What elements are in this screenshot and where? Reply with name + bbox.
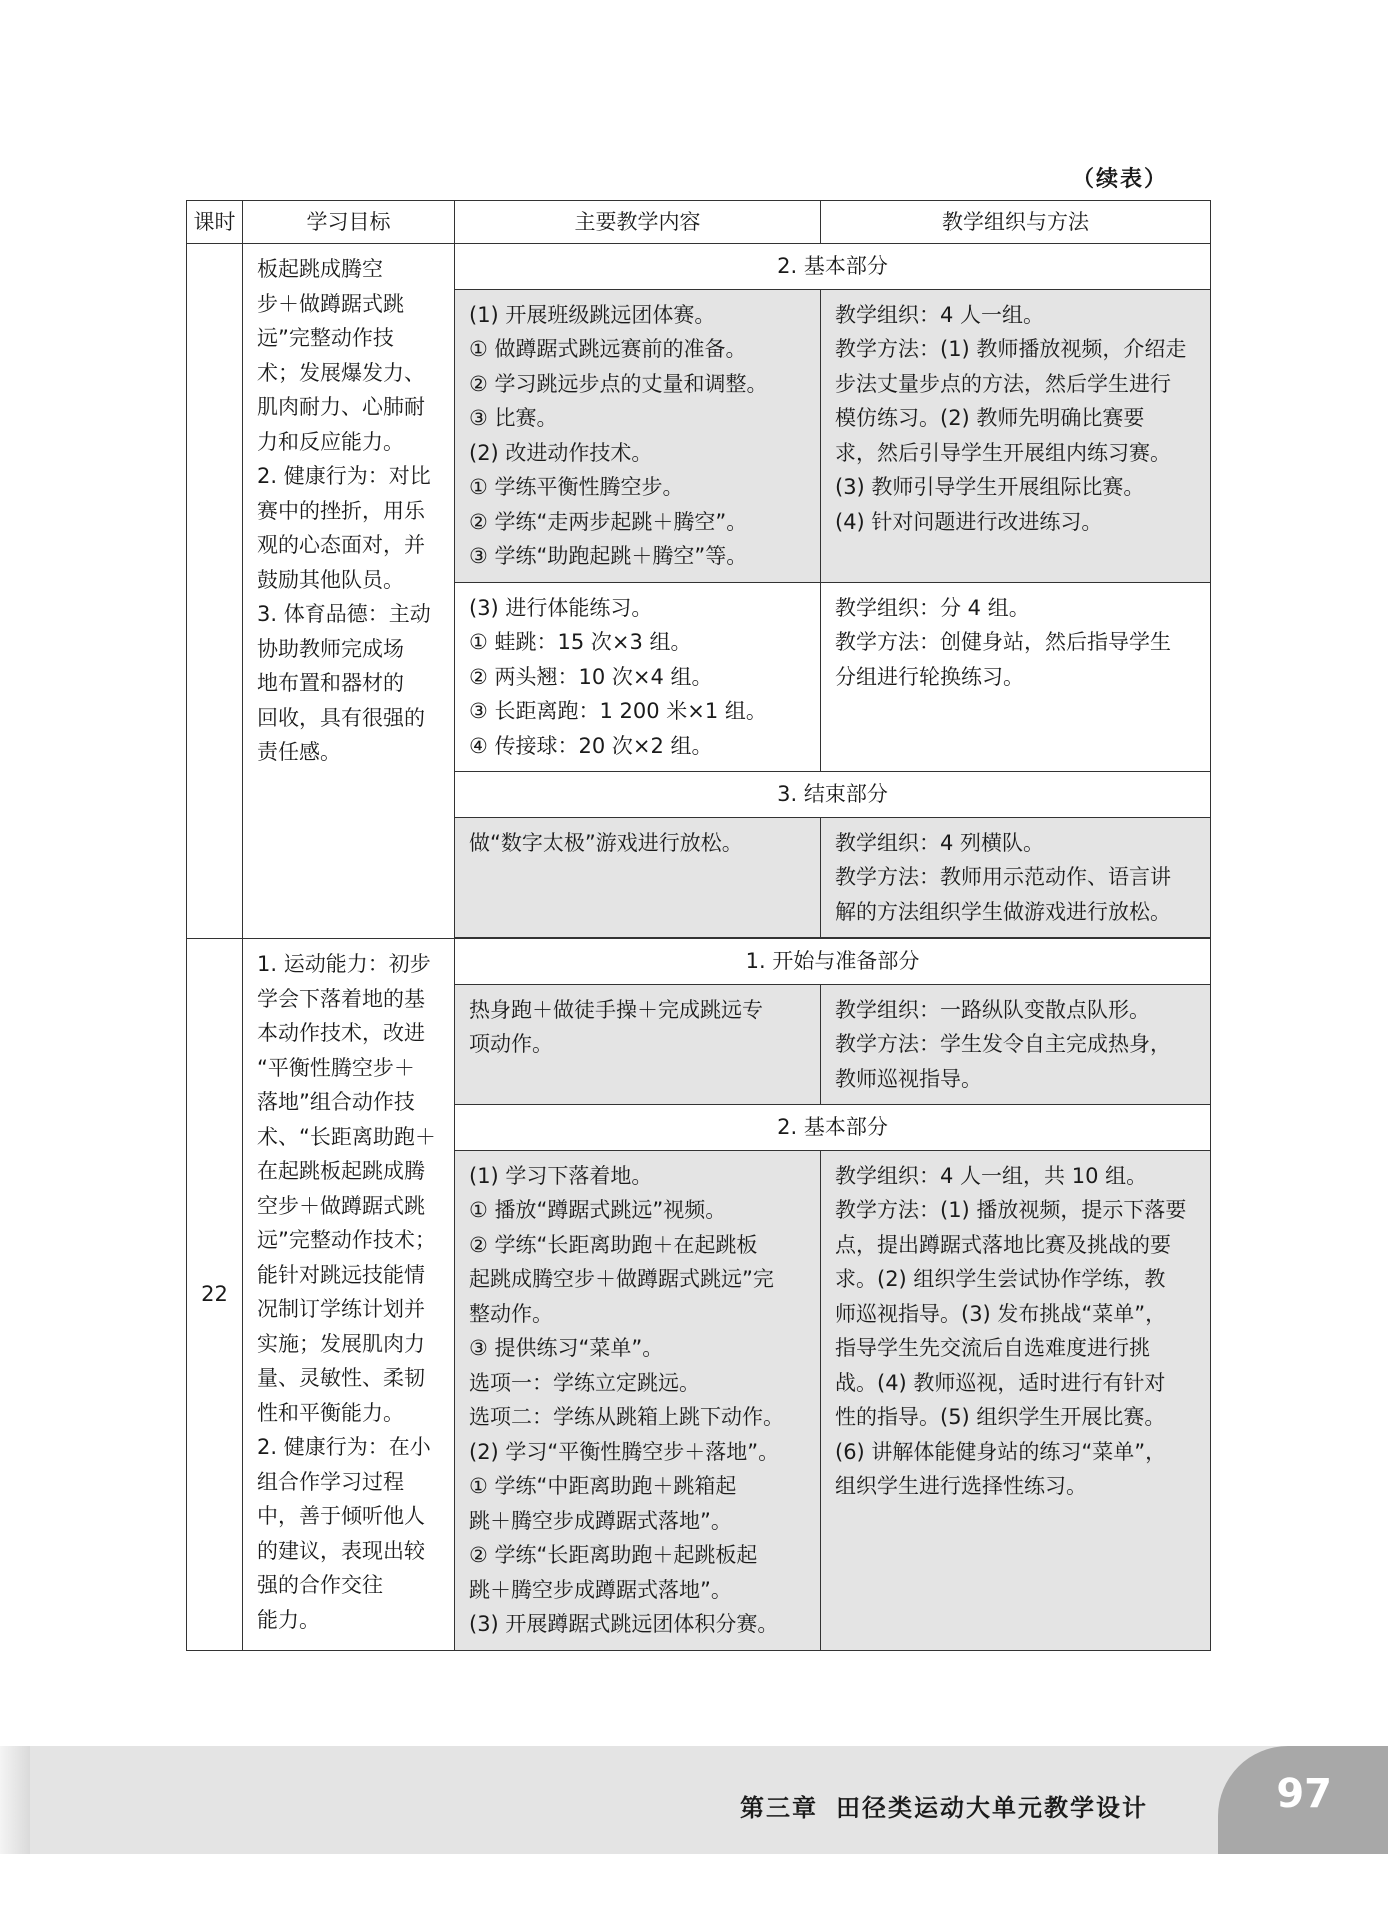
text-line: (3) 开展蹲踞式跳远团体积分赛。	[469, 1612, 779, 1636]
text-line: 性和平衡能力。	[257, 1400, 404, 1425]
text-line: 2. 健康行为：在小	[257, 1435, 431, 1459]
header-goal: 学习目标	[243, 201, 455, 244]
text-line: 落地”组合动作技	[257, 1090, 415, 1114]
text-line: 组合作学习过程	[257, 1469, 404, 1494]
footer-strip	[0, 1746, 30, 1854]
text-line: (4) 针对问题进行改进练习。	[835, 509, 1103, 534]
table-row	[187, 939, 1211, 985]
method-cell	[821, 984, 1211, 1105]
text-line: 步法丈量步点的方法，然后学生进行	[835, 371, 1171, 396]
text-line: (1) 开展班级跳远团体赛。	[469, 302, 716, 327]
text-line: 远”完整动作技术；	[257, 1228, 436, 1252]
text-line: 板起跳成腾空	[257, 257, 383, 281]
goal-cell	[243, 244, 455, 939]
text-line: 分组进行轮换练习。	[835, 664, 1024, 689]
text-line: 师巡视指导。(3) 发布挑战“菜单”，	[835, 1301, 1167, 1326]
header-method: 教学组织与方法	[821, 201, 1211, 244]
text-line: 远”完整动作技	[257, 326, 394, 350]
text-line: ② 学练“走两步起跳＋腾空”。	[469, 509, 748, 534]
text-line: 中，善于倾听他人	[257, 1504, 425, 1528]
method-cell	[821, 582, 1211, 772]
text-line: 本动作技术，改进	[257, 1021, 425, 1045]
text-line: ① 蛙跳：15 次×3 组。	[469, 630, 692, 654]
text-line: ① 做蹲踞式跳远赛前的准备。	[469, 337, 747, 361]
text-line: 点，提出蹲踞式落地比赛及挑战的要	[835, 1232, 1171, 1257]
text-line: 步＋做蹲踞式跳	[257, 291, 404, 316]
text-line: 教学方法：创健身站，然后指导学生	[835, 630, 1171, 654]
text-line: (3) 教师引导学生开展组际比赛。	[835, 475, 1145, 499]
text-line: 能力。	[257, 1607, 320, 1632]
method-cell	[821, 289, 1211, 582]
text-line: ④ 传接球：20 次×2 组。	[469, 733, 713, 758]
text-line: 鼓励其他队员。	[257, 567, 404, 592]
text-line: 地布置和器材的	[257, 671, 404, 695]
footer-band	[0, 1746, 1388, 1854]
text-line: 观的心态面对，并	[257, 533, 425, 557]
text-line: 做“数字太极”游戏进行放松。	[469, 830, 743, 855]
text-line: 教学组织：4 人一组，共 10 组。	[835, 1163, 1148, 1188]
text-line: “平衡性腾空步＋	[257, 1055, 415, 1080]
text-line: ② 学练“长距离助跑＋在起跳板	[469, 1232, 758, 1257]
text-line: ② 学练“长距离助跑＋起跳板起	[469, 1543, 758, 1567]
text-line: 教学组织：4 人一组。	[835, 302, 1045, 327]
text-line: 空步＋做蹲踞式跳	[257, 1193, 425, 1218]
content-cell	[455, 817, 821, 938]
text-line: 热身跑＋做徒手操＋完成跳远专	[469, 997, 763, 1022]
text-line: ③ 学练“助跑起跳＋腾空”等。	[469, 544, 748, 568]
goal-cell	[243, 939, 455, 1651]
section-start: 1. 开始与准备部分	[455, 939, 1211, 985]
text-line: 教学组织：4 列横队。	[835, 830, 1045, 855]
text-line: 术；发展爆发力、	[257, 360, 425, 385]
text-line: 术、“长距离助跑＋	[257, 1124, 436, 1149]
text-line: 战。(4) 教师巡视，适时进行有针对	[835, 1370, 1166, 1395]
text-line: 能针对跳远技能情	[257, 1262, 425, 1287]
section-end: 3. 结束部分	[455, 772, 1211, 818]
text-line: 跳＋腾空步成蹲踞式落地”。	[469, 1577, 732, 1602]
text-line: ② 两头翘：10 次×4 组。	[469, 664, 713, 689]
text-line: 在起跳板起跳成腾	[257, 1159, 425, 1183]
text-line: 教学组织：分 4 组。	[835, 595, 1030, 620]
content-cell	[455, 289, 821, 582]
text-line: 赛中的挫折，用乐	[257, 498, 425, 523]
text-line: 力和反应能力。	[257, 429, 404, 454]
chapter-label: 第三章	[740, 1794, 818, 1822]
page-number: 97	[1276, 1771, 1332, 1817]
content-cell	[455, 1150, 821, 1650]
text-line: 指导学生先交流后自选难度进行挑	[835, 1336, 1150, 1360]
text-line: 项动作。	[469, 1032, 553, 1056]
text-line: 回收，具有很强的	[257, 705, 425, 730]
text-line: 2. 健康行为：对比	[257, 464, 431, 488]
text-line: (3) 进行体能练习。	[469, 595, 653, 620]
text-line: (1) 学习下落着地。	[469, 1163, 653, 1188]
table-row	[187, 244, 1211, 290]
text-line: 求，然后引导学生开展组内练习赛。	[835, 440, 1171, 465]
text-line: ③ 比赛。	[469, 406, 558, 430]
method-cell	[821, 1150, 1211, 1650]
text-line: 量、灵敏性、柔韧	[257, 1366, 425, 1390]
footer-title	[740, 1788, 1148, 1823]
text-line: 肌肉耐力、心肺耐	[257, 395, 425, 419]
content-cell	[455, 582, 821, 772]
text-line: 责任感。	[257, 740, 341, 764]
method-cell	[821, 817, 1211, 938]
text-line: (6) 讲解体能健身站的练习“菜单”，	[835, 1439, 1167, 1464]
text-line: 1. 运动能力：初步	[257, 952, 431, 976]
text-line: 整动作。	[469, 1301, 553, 1326]
text-line: 3. 体育品德：主动	[257, 602, 431, 626]
section-basic: 2. 基本部分	[455, 244, 1211, 290]
header-hour: 课时	[187, 201, 243, 244]
text-line: 学会下落着地的基	[257, 986, 425, 1011]
chapter-title: 田径类运动大单元教学设计	[836, 1794, 1148, 1822]
text-line: (2) 改进动作技术。	[469, 440, 653, 465]
text-line: ① 学练平衡性腾空步。	[469, 475, 684, 499]
text-line: 组织学生进行选择性练习。	[835, 1474, 1087, 1498]
hour-cell-continued	[187, 244, 243, 939]
text-line: 模仿练习。(2) 教师先明确比赛要	[835, 406, 1145, 430]
text-line: 性的指导。(5) 组织学生开展比赛。	[835, 1405, 1166, 1429]
text-line: 教学组织：一路纵队变散点队形。	[835, 997, 1150, 1022]
content-cell	[455, 984, 821, 1105]
text-line: 协助教师完成场	[257, 636, 404, 661]
text-line: 教学方法：教师用示范动作、语言讲	[835, 865, 1171, 889]
text-line: ③ 提供练习“菜单”。	[469, 1336, 664, 1360]
text-line: 求。(2) 组织学生尝试协作学练，教	[835, 1267, 1166, 1291]
text-line: ② 学习跳远步点的丈量和调整。	[469, 371, 768, 396]
text-line: 教学方法：(1) 教师播放视频，介绍走	[835, 337, 1187, 361]
text-line: 强的合作交往	[257, 1573, 383, 1597]
text-line: 解的方法组织学生做游戏进行放松。	[835, 899, 1171, 924]
text-line: 教学方法：(1) 播放视频，提示下落要	[835, 1198, 1187, 1222]
text-line: 况制订学练计划并	[257, 1297, 425, 1321]
text-line: 教师巡视指导。	[835, 1066, 982, 1091]
table-header-row	[187, 201, 1211, 244]
lesson-plan-table	[186, 200, 1211, 1651]
text-line: 的建议，表现出较	[257, 1538, 425, 1563]
hour-cell: 22	[187, 939, 243, 1651]
text-line: ① 学练“中距离助跑＋跳箱起	[469, 1474, 737, 1498]
text-line: 选项二：学练从跳箱上跳下动作。	[469, 1405, 784, 1429]
text-line: 选项一：学练立定跳远。	[469, 1370, 700, 1395]
text-line: 教学方法：学生发令自主完成热身，	[835, 1032, 1171, 1056]
section-basic: 2. 基本部分	[455, 1105, 1211, 1151]
text-line: ① 播放“蹲踞式跳远”视频。	[469, 1198, 727, 1222]
text-line: (2) 学习“平衡性腾空步＋落地”。	[469, 1439, 780, 1464]
header-content: 主要教学内容	[455, 201, 821, 244]
continued-label: （续表）	[1071, 167, 1168, 192]
text-line: 跳＋腾空步成蹲踞式落地”。	[469, 1508, 732, 1533]
text-line: 实施；发展肌肉力	[257, 1331, 425, 1356]
text-line: ③ 长距离跑：1 200 米×1 组。	[469, 699, 767, 723]
text-line: 起跳成腾空步＋做蹲踞式跳远”完	[469, 1267, 774, 1291]
